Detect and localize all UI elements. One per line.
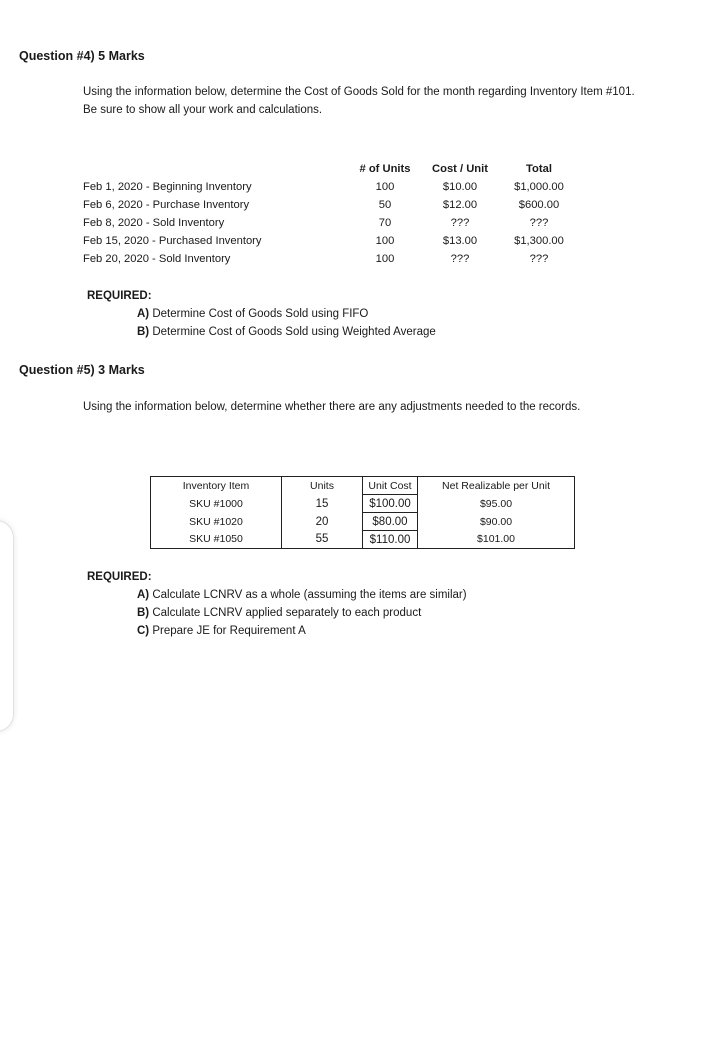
row-desc: Feb 8, 2020 - Sold Inventory bbox=[83, 217, 225, 229]
cell-item: SKU #1050 bbox=[151, 531, 282, 549]
requirement-text: Determine Cost of Goods Sold using FIFO bbox=[152, 308, 369, 320]
col-total-header: Total bbox=[526, 163, 552, 175]
row-units: 100 bbox=[375, 181, 395, 193]
cell-nrv: $95.00 bbox=[418, 495, 575, 513]
requirement-text: Prepare JE for Requirement A bbox=[152, 625, 306, 637]
cell-item: SKU #1000 bbox=[151, 495, 282, 513]
row-cost: $10.00 bbox=[442, 181, 478, 193]
table-row bbox=[151, 513, 575, 531]
q5-required-label: REQUIRED: bbox=[87, 571, 152, 583]
q4-requirement-b bbox=[137, 326, 436, 338]
row-desc: Feb 6, 2020 - Purchase Inventory bbox=[83, 199, 250, 211]
row-total: ??? bbox=[529, 253, 549, 265]
side-panel-tab[interactable] bbox=[0, 520, 14, 732]
table-header-row bbox=[151, 477, 575, 495]
cell-units: 55 bbox=[282, 531, 363, 549]
requirement-text: Calculate LCNRV applied separately to each product bbox=[152, 607, 422, 619]
row-units: 100 bbox=[375, 253, 395, 265]
row-cost: ??? bbox=[450, 253, 470, 265]
row-cost: $12.00 bbox=[442, 199, 478, 211]
q4-requirement-a bbox=[137, 308, 368, 320]
table-row bbox=[0, 235, 720, 253]
cell-units: 20 bbox=[282, 513, 363, 531]
cell-item: SKU #1020 bbox=[151, 513, 282, 531]
q4-heading: Question #4) 5 Marks bbox=[19, 49, 145, 63]
col-units-header: # of Units bbox=[359, 163, 411, 175]
row-units: 50 bbox=[378, 199, 392, 211]
q4-intro-line2: Be sure to show all your work and calculations. bbox=[83, 104, 323, 116]
requirement-letter: A) bbox=[137, 308, 150, 320]
q5-intro: Using the information below, determine whether there are any adjustments needed to the records. bbox=[83, 401, 581, 413]
requirement-text: Calculate LCNRV as a whole (assuming the items are similar) bbox=[152, 589, 467, 601]
row-total: $1,000.00 bbox=[514, 181, 564, 193]
cell-units: 15 bbox=[282, 495, 363, 513]
q5-requirement-c bbox=[137, 625, 306, 637]
table-row bbox=[0, 253, 720, 271]
q4-required-label: REQUIRED: bbox=[87, 290, 152, 302]
table-row bbox=[0, 217, 720, 235]
row-desc: Feb 20, 2020 - Sold Inventory bbox=[83, 253, 231, 265]
lcnrv-table bbox=[150, 476, 575, 549]
cell-nrv: $90.00 bbox=[418, 513, 575, 531]
cell-nrv: $101.00 bbox=[418, 531, 575, 549]
col-item-header: Inventory Item bbox=[151, 477, 282, 495]
col-unit-cost-header: Unit Cost bbox=[363, 477, 418, 495]
table-row bbox=[0, 181, 720, 199]
cell-unit-cost: $100.00 bbox=[363, 495, 418, 513]
col-units-header: Units bbox=[282, 477, 363, 495]
q4-table-header bbox=[0, 163, 720, 181]
q5-heading: Question #5) 3 Marks bbox=[19, 363, 145, 377]
requirement-letter: A) bbox=[137, 589, 150, 601]
table-row bbox=[0, 199, 720, 217]
row-total: $600.00 bbox=[518, 199, 560, 211]
row-units: 100 bbox=[375, 235, 395, 247]
q4-intro-line1: Using the information below, determine the Cost of Goods Sold for the month regarding Inventory Item #101. bbox=[83, 86, 635, 98]
requirement-text: Determine Cost of Goods Sold using Weighted Average bbox=[152, 326, 436, 338]
row-desc: Feb 1, 2020 - Beginning Inventory bbox=[83, 181, 252, 193]
q5-requirement-b bbox=[137, 607, 421, 619]
q5-requirement-a bbox=[137, 589, 467, 601]
col-cost-header: Cost / Unit bbox=[432, 163, 488, 175]
row-total: $1,300.00 bbox=[514, 235, 564, 247]
row-units: 70 bbox=[378, 217, 392, 229]
table-row bbox=[151, 495, 575, 513]
cell-unit-cost: $80.00 bbox=[363, 513, 418, 531]
table-row bbox=[151, 531, 575, 549]
requirement-letter: C) bbox=[137, 625, 150, 637]
col-nrv-header: Net Realizable per Unit bbox=[418, 477, 575, 495]
requirement-letter: B) bbox=[137, 607, 150, 619]
row-desc: Feb 15, 2020 - Purchased Inventory bbox=[83, 235, 262, 247]
row-total: ??? bbox=[529, 217, 549, 229]
row-cost: ??? bbox=[450, 217, 470, 229]
row-cost: $13.00 bbox=[442, 235, 478, 247]
cell-unit-cost: $110.00 bbox=[363, 531, 418, 549]
requirement-letter: B) bbox=[137, 326, 150, 338]
